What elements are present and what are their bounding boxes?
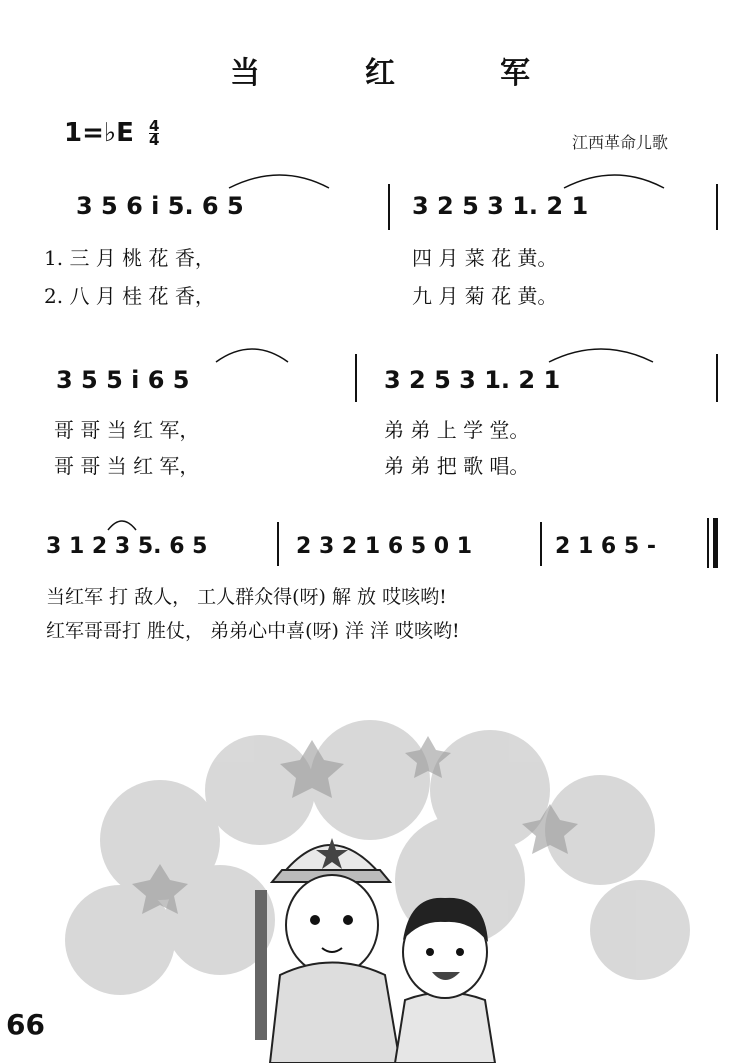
lyric-line: 2. 八 月 桂 花 香，	[44, 284, 215, 308]
time-signature	[148, 117, 160, 149]
page-number: 66	[6, 1008, 45, 1041]
bar-line	[716, 184, 718, 230]
children-illustration	[40, 720, 700, 1063]
slur	[104, 514, 140, 534]
bar-line	[716, 354, 718, 402]
lyric-line: 弟 弟 上 学 堂。	[384, 418, 530, 442]
notation-measure: 3 1 2 3 5. 6 5	[46, 534, 208, 559]
lyric-line: 哥 哥 当 红 军，	[54, 418, 200, 442]
bar-line	[540, 522, 542, 566]
notation-measure: 3 2 5 3 1. 2 1	[412, 192, 589, 220]
lyric-line: 哥 哥 当 红 军，	[54, 454, 200, 478]
lyric-line: 四 月 菜 花 黄。	[412, 246, 558, 270]
notation-measure: 2 1 6 5 -	[555, 534, 656, 559]
bar-line	[355, 354, 357, 402]
song-source: 江西革命儿歌	[572, 133, 669, 152]
bar-line	[277, 522, 279, 566]
notation-measure: 3 5 5 i 6 5	[56, 366, 190, 394]
key-signature	[64, 118, 159, 148]
final-bar-line	[713, 518, 718, 568]
key-label: 1=♭E	[64, 118, 134, 148]
time-sig-bottom: 4	[148, 131, 160, 149]
lyric-line: 弟 弟 把 歌 唱。	[384, 454, 530, 478]
lyric-line: 红军哥哥打 胜仗， 弟弟心中喜(呀) 洋 洋 哎咳哟!	[46, 620, 460, 642]
bar-line	[707, 518, 709, 568]
lyric-line: 1. 三 月 桃 花 香，	[44, 246, 215, 270]
notation-measure: 3 5 6 i 5. 6 5	[76, 192, 244, 220]
slur	[560, 168, 670, 192]
title-char: 当	[230, 56, 260, 91]
slur	[212, 342, 292, 366]
title-char: 红	[365, 56, 395, 91]
notation-measure: 3 2 5 3 1. 2 1	[384, 366, 561, 394]
song-title	[230, 48, 530, 92]
slur	[545, 342, 657, 366]
title-char: 军	[500, 56, 530, 91]
lyric-line: 九 月 菊 花 黄。	[412, 284, 558, 308]
slur	[225, 168, 335, 192]
bar-line	[388, 184, 390, 230]
lyric-line: 当红军 打 敌人， 工人群众得(呀) 解 放 哎咳哟!	[46, 586, 447, 608]
notation-measure: 2 3 2 1 6 5 0 1	[296, 534, 473, 559]
time-sig-top: 4	[148, 117, 160, 135]
